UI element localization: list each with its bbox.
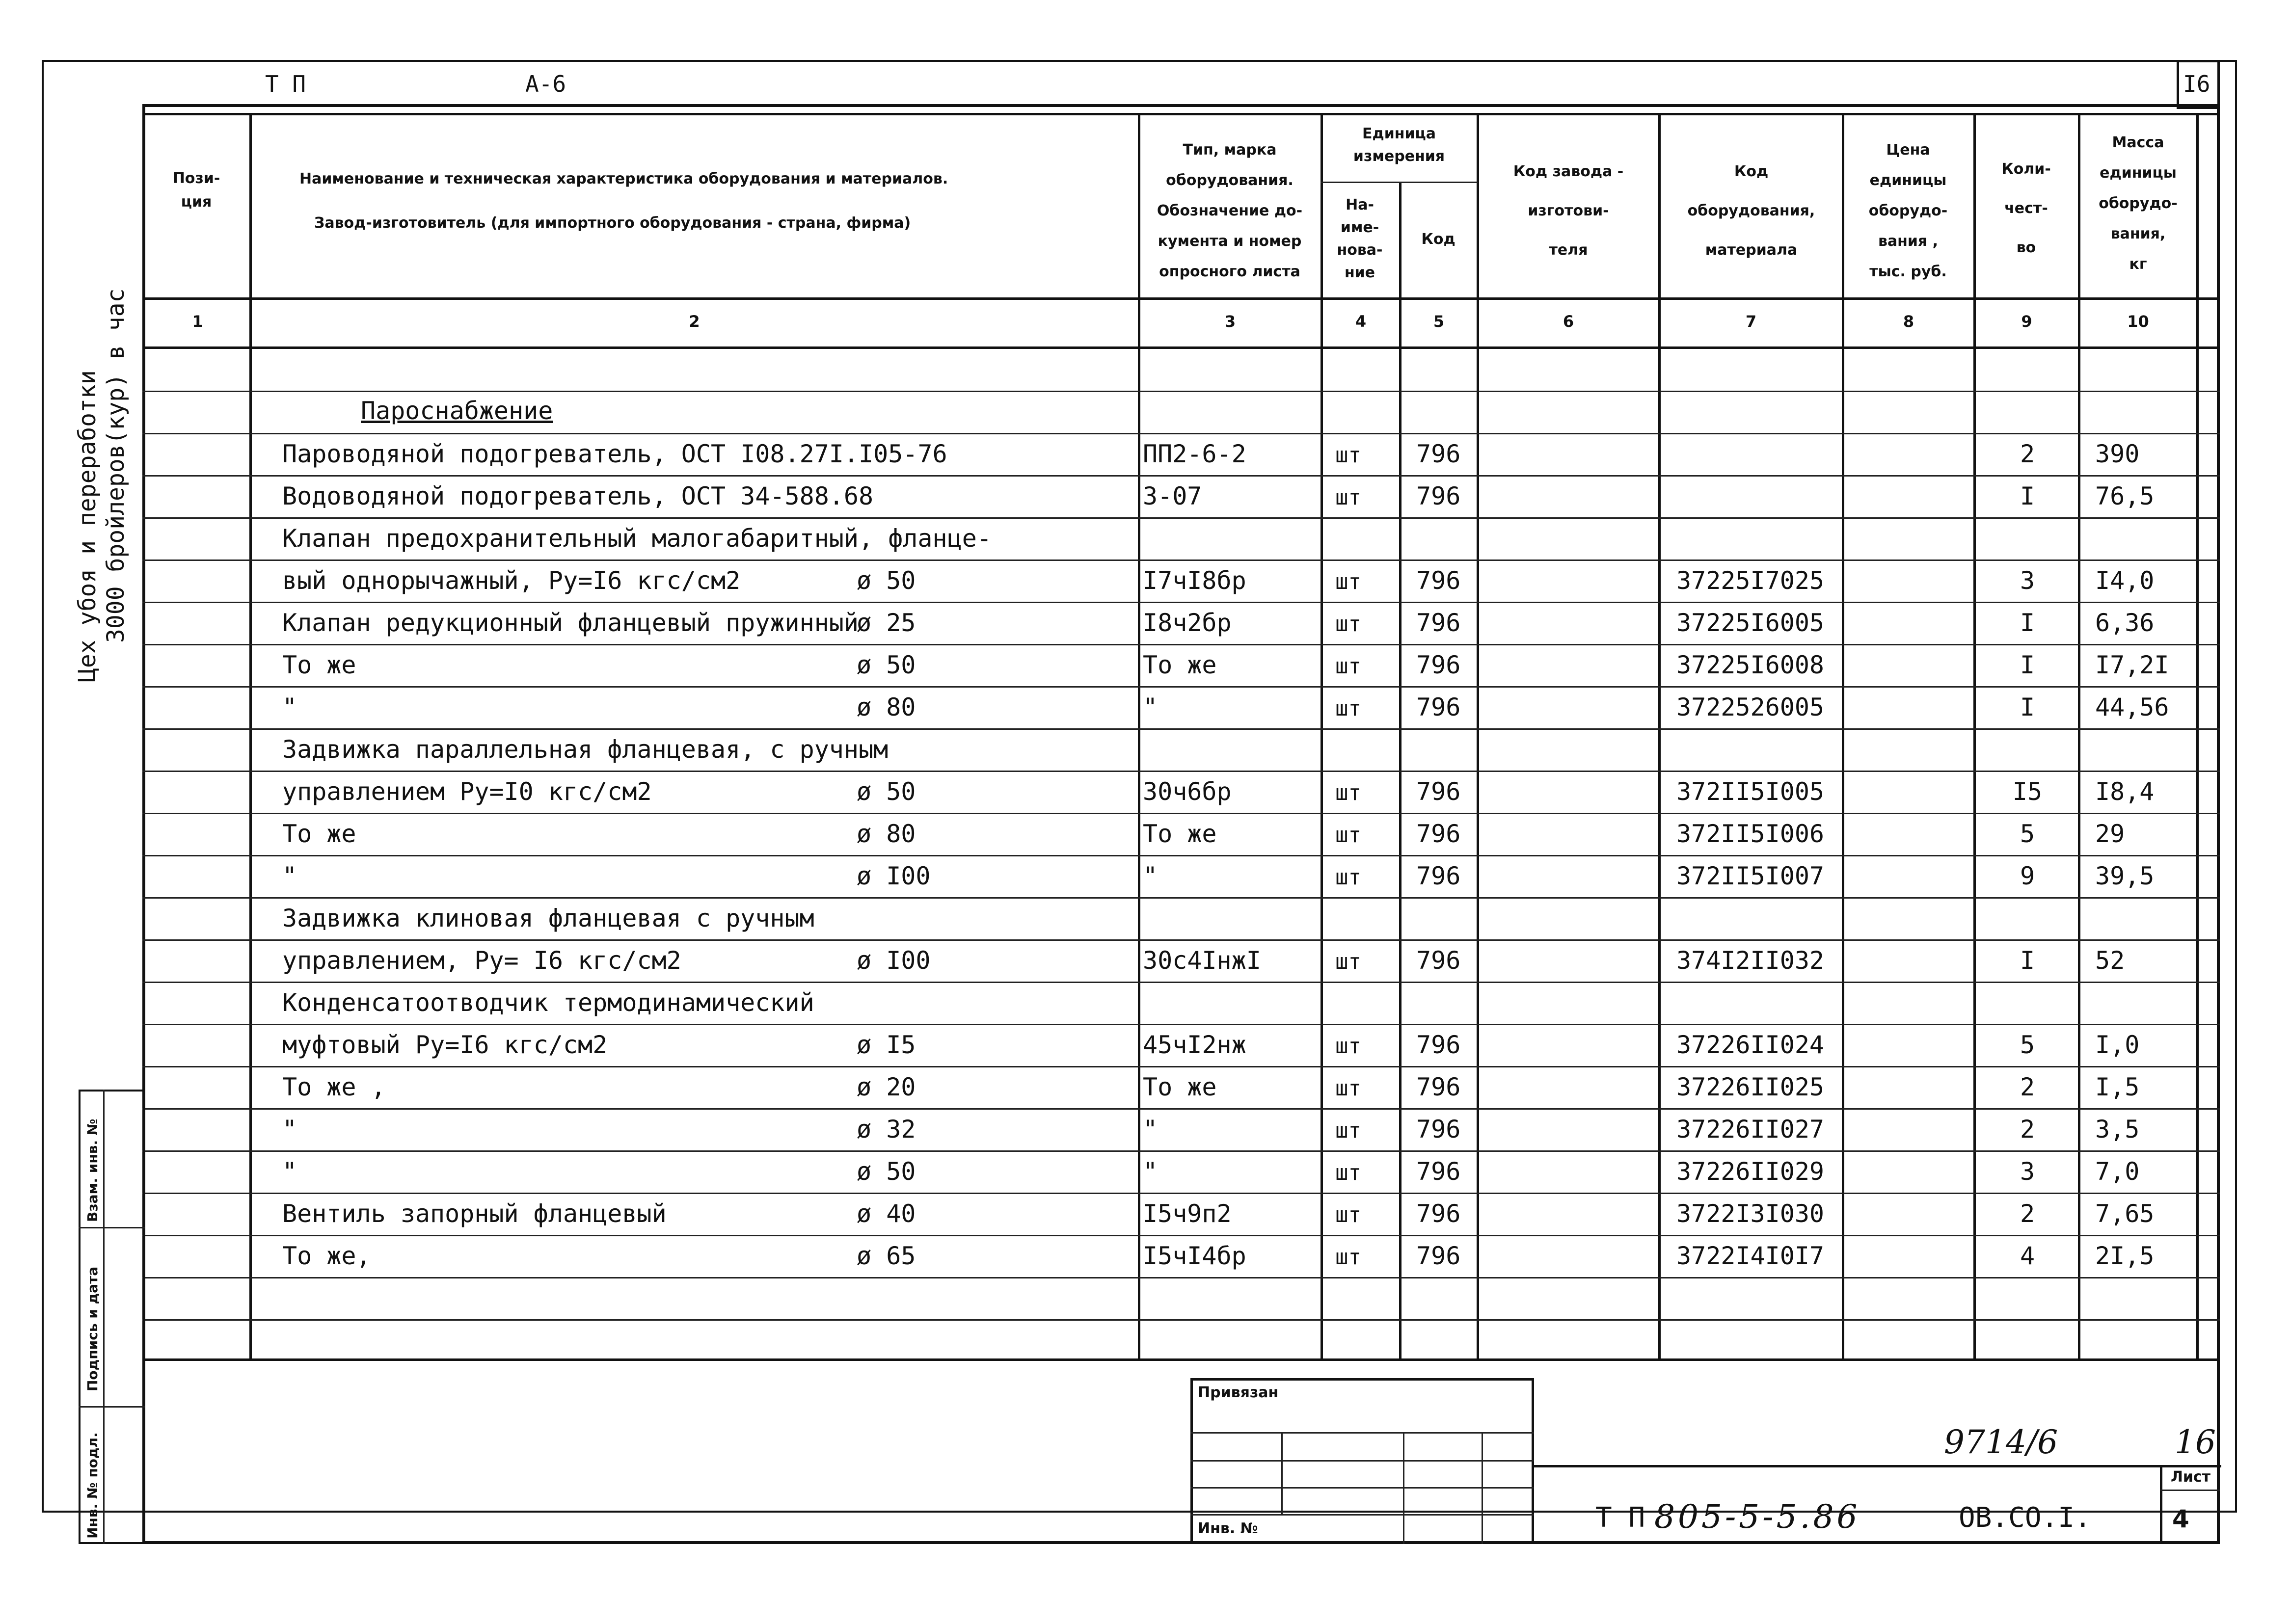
row-qty: 4: [2020, 1242, 2035, 1270]
row-line: [142, 1193, 2220, 1194]
row-equip-code: 372II5I005: [1676, 777, 1825, 806]
row-line: [142, 602, 2220, 603]
handwritten-number: 9714/6: [1944, 1423, 2058, 1461]
row-unit: шт: [1335, 1034, 1361, 1059]
row-qty: 2: [2020, 440, 2035, 468]
col-number-1: 1: [192, 312, 203, 331]
row-qty: I: [2020, 693, 2035, 721]
row-dn: ø 50: [857, 1157, 916, 1186]
header-unit-name: На- име- нова- ние: [1337, 196, 1383, 281]
row-unit: шт: [1335, 949, 1361, 974]
stamp-divider-2: [79, 1406, 145, 1408]
row-unit-code: 796: [1416, 820, 1461, 848]
row-mass: I,0: [2095, 1031, 2140, 1059]
row-qty: 9: [2020, 862, 2035, 890]
row-equip-code: 374I2II032: [1676, 946, 1825, 975]
row-unit: шт: [1335, 612, 1361, 637]
col-number-9: 9: [2021, 312, 2032, 331]
row-mass: I7,2I: [2095, 651, 2169, 679]
row-unit-code: 796: [1416, 482, 1461, 510]
row-line: [142, 1066, 2220, 1067]
row-qty: I: [2020, 946, 2035, 975]
row-name: муфтовый Ру=I6 кгс/см2: [282, 1031, 608, 1059]
row-unit-code: 796: [1416, 651, 1461, 679]
col-number-7: 7: [1745, 312, 1757, 331]
row-unit-code: 796: [1416, 566, 1461, 595]
row-dn: ø I00: [857, 946, 931, 975]
col-line-5: [1477, 114, 1479, 1359]
row-type: ": [1143, 1157, 1158, 1186]
row-type: I5чI4бр: [1143, 1242, 1246, 1270]
row-type: 45чI2нж: [1143, 1031, 1246, 1059]
sheet-number: I6: [2183, 71, 2210, 97]
series-label: Т П: [265, 71, 306, 97]
row-name: Клапан предохранительный малогабаритный, фланце-: [282, 524, 992, 553]
binding-title: Привязан: [1198, 1384, 1279, 1401]
row-qty: I: [2020, 651, 2035, 679]
row-equip-code: 37226II029: [1676, 1157, 1825, 1186]
row-dn: ø 25: [857, 609, 916, 637]
row-unit-code: 796: [1416, 946, 1461, 975]
row-dn: ø 65: [857, 1242, 916, 1270]
header-equip-code: Код оборудования, материала: [1687, 163, 1815, 259]
stamp-signature-date: Подпись и дата: [84, 1266, 101, 1391]
row-mass: 52: [2095, 946, 2125, 975]
row-unit: шт: [1335, 1245, 1361, 1270]
stamp-inv-podl: Инв. № подл.: [84, 1432, 101, 1539]
row-dn: ø 50: [857, 777, 916, 806]
col-line-8: [1973, 114, 1976, 1359]
row-dn: ø 80: [857, 693, 916, 721]
handwritten-sheet: 16: [2175, 1423, 2216, 1461]
col-line-10: [2196, 114, 2199, 1359]
col-number-10: 10: [2127, 312, 2149, 331]
binding-vline-1: [1281, 1432, 1283, 1515]
row-name: вый однорычажный, Ру=I6 кгс/см2: [282, 566, 741, 595]
row-unit: шт: [1335, 865, 1361, 890]
col-number-5: 5: [1433, 312, 1445, 331]
header-type: Тип, марка оборудования. Обозначение до- кумента и номер опросного листа: [1157, 141, 1303, 280]
row-equip-code: 37226II027: [1676, 1115, 1825, 1144]
row-qty: I5: [2012, 777, 2043, 806]
binding-inv-label: Инв. №: [1198, 1520, 1258, 1537]
row-unit: шт: [1335, 1160, 1361, 1185]
row-qty: 5: [2020, 820, 2035, 848]
row-unit: шт: [1335, 654, 1361, 679]
header-unit-group: Единица измерения: [1353, 125, 1445, 165]
header-mass: Масса единицы оборудо- вания, кг: [2099, 134, 2178, 273]
row-type: ": [1143, 693, 1158, 721]
row-dn: ø 50: [857, 651, 916, 679]
stamp-divider-1: [79, 1227, 145, 1228]
col-number-line: [142, 346, 2220, 349]
row-line: [142, 1235, 2220, 1236]
row-unit-code: 796: [1416, 1115, 1461, 1144]
titleblock-top-line: [1534, 1465, 2221, 1467]
row-dn: ø I00: [857, 862, 931, 890]
col-line-2: [1138, 114, 1140, 1359]
row-type: I7чI8бр: [1143, 566, 1246, 595]
row-qty: 2: [2020, 1115, 2035, 1144]
row-equip-code: 3722I4I0I7: [1676, 1242, 1825, 1270]
row-name: ": [282, 693, 297, 721]
row-line: [142, 1319, 2220, 1321]
row-unit-code: 796: [1416, 1031, 1461, 1059]
row-unit-code: 796: [1416, 862, 1461, 890]
row-dn: ø 50: [857, 566, 916, 595]
row-equip-code: 3722I3I030: [1676, 1199, 1825, 1228]
row-line: [142, 391, 2220, 392]
stamp-replace-inv: Взам. инв. №: [84, 1118, 101, 1222]
row-qty: I: [2020, 482, 2035, 510]
row-dn: ø 20: [857, 1073, 916, 1101]
row-name: ": [282, 1115, 297, 1144]
row-unit: шт: [1335, 569, 1361, 594]
row-name: ": [282, 862, 297, 890]
row-mass: 7,65: [2095, 1199, 2155, 1228]
row-type: То же: [1143, 820, 1217, 848]
row-line: [142, 475, 2220, 477]
row-unit-code: 796: [1416, 440, 1461, 468]
header-bottom-line: [142, 297, 2220, 300]
row-name: Пароводяной подогреватель, ОСТ I08.27I.I05-76: [282, 440, 947, 468]
row-unit: шт: [1335, 780, 1361, 805]
header-position: Пози- ция: [172, 170, 220, 211]
row-line: [142, 559, 2220, 561]
row-line: [142, 644, 2220, 645]
row-mass: I4,0: [2095, 566, 2155, 595]
row-name: То же: [282, 651, 356, 679]
section-title: Пароснабжение: [361, 397, 553, 425]
col-number-6: 6: [1563, 312, 1574, 331]
row-line: [142, 939, 2220, 941]
table-bottom-line: [142, 1358, 2220, 1361]
row-equip-code: 37225I6005: [1676, 609, 1825, 637]
col-line-9: [2078, 114, 2080, 1359]
side-title-line-2: 3000 бройлеров(кур) в час: [102, 288, 130, 643]
row-line: [142, 433, 2220, 434]
row-unit-code: 796: [1416, 693, 1461, 721]
row-unit: шт: [1335, 823, 1361, 848]
row-line: [142, 897, 2220, 899]
row-name: Задвижка параллельная фланцевая, с ручным: [282, 735, 889, 764]
row-equip-code: 372II5I007: [1676, 862, 1825, 890]
row-unit: шт: [1335, 1202, 1361, 1227]
row-type: I8ч2бр: [1143, 609, 1232, 637]
row-unit-code: 796: [1416, 1073, 1461, 1101]
row-line: [142, 855, 2220, 856]
row-name: То же: [282, 820, 356, 848]
row-unit-code: 796: [1416, 1157, 1461, 1186]
header-price: Цена единицы оборудо- вания , тыс. руб.: [1868, 141, 1948, 280]
row-name: Вентиль запорный фланцевый: [282, 1199, 667, 1228]
col-number-4: 4: [1355, 312, 1367, 331]
header-qty: Коли- чест- во: [2001, 160, 2051, 256]
sheet-value: 4: [2172, 1505, 2189, 1533]
row-mass: 3,5: [2095, 1115, 2140, 1144]
binding-vline-2: [1403, 1432, 1404, 1544]
row-line: [142, 771, 2220, 772]
row-dn: ø 40: [857, 1199, 916, 1228]
row-mass: I8,4: [2095, 777, 2155, 806]
row-mass: 6,36: [2095, 609, 2155, 637]
row-mass: 44,56: [2095, 693, 2169, 721]
row-mass: I,5: [2095, 1073, 2140, 1101]
row-mass: 7,0: [2095, 1157, 2140, 1186]
row-name: Клапан редукционный фланцевый пружинный: [282, 609, 859, 637]
row-name: управлением, Ру= I6 кгс/см2: [282, 946, 681, 975]
side-title-line-1: Цех убоя и переработки: [74, 370, 101, 682]
row-type: 30с4IнжI: [1143, 946, 1261, 975]
row-equip-code: 3722526005: [1676, 693, 1825, 721]
row-equip-code: 37226II025: [1676, 1073, 1825, 1101]
row-dn: ø I5: [857, 1031, 916, 1059]
row-mass: 390: [2095, 440, 2140, 468]
row-name: управлением Ру=I0 кгс/см2: [282, 777, 652, 806]
row-name: Водоводяной подогреватель, ОСТ 34-588.68: [282, 482, 874, 510]
row-equip-code: 37225I6008: [1676, 651, 1825, 679]
row-line: [142, 686, 2220, 688]
header-maker-code: Код завода - изготови- теля: [1513, 163, 1624, 259]
unit-group-line: [1321, 182, 1478, 183]
col-line-6: [1658, 114, 1661, 1359]
row-dn: ø 80: [857, 820, 916, 848]
row-mass: 29: [2095, 820, 2125, 848]
row-type: ": [1143, 1115, 1158, 1144]
row-name: То же ,: [282, 1073, 386, 1101]
row-line: [142, 1277, 2220, 1278]
sheet-label: Лист: [2170, 1468, 2211, 1486]
header-name: Наименование и техническая характеристика оборудования и материалов. Завод-изготовитель (для импортного оборудования - страна, фирма): [299, 170, 948, 232]
row-mass: 2I,5: [2095, 1242, 2155, 1270]
row-equip-code: 372II5I006: [1676, 820, 1825, 848]
row-type: 30ч6бр: [1143, 777, 1232, 806]
row-line: [142, 1024, 2220, 1025]
col-number-3: 3: [1224, 312, 1236, 331]
col-line-7: [1842, 114, 1844, 1359]
row-name: ": [282, 1157, 297, 1186]
doc-part: ОВ.СО.I.: [1959, 1502, 2091, 1534]
row-type: ПП2-6-2: [1143, 440, 1246, 468]
row-name: То же,: [282, 1242, 371, 1270]
row-mass: 39,5: [2095, 862, 2155, 890]
row-equip-code: 37226II024: [1676, 1031, 1825, 1059]
row-qty: 3: [2020, 1157, 2035, 1186]
sheet-cell-divider: [2160, 1490, 2220, 1491]
row-line: [142, 517, 2220, 519]
row-unit-code: 796: [1416, 609, 1461, 637]
row-qty: 5: [2020, 1031, 2035, 1059]
row-qty: 2: [2020, 1073, 2035, 1101]
header-unit-code: Код: [1421, 231, 1455, 248]
row-line: [142, 982, 2220, 983]
row-unit-code: 796: [1416, 777, 1461, 806]
doc-code-prefix: Т П: [1595, 1502, 1645, 1534]
row-name: Задвижка клиновая фланцевая с ручным: [282, 904, 814, 932]
row-qty: 3: [2020, 566, 2035, 595]
stamp-divider-v: [103, 1090, 105, 1544]
row-line: [142, 813, 2220, 814]
row-type: ": [1143, 862, 1158, 890]
col-line-1: [249, 114, 252, 1359]
row-mass: 76,5: [2095, 482, 2155, 510]
col-line-3: [1321, 114, 1323, 1359]
row-dn: ø 32: [857, 1115, 916, 1144]
row-line: [142, 1150, 2220, 1152]
row-unit-code: 796: [1416, 1199, 1461, 1228]
album-label: А-6: [525, 71, 566, 97]
col-number-8: 8: [1903, 312, 1914, 331]
row-name: Конденсатоотводчик термодинамический: [282, 988, 814, 1017]
row-unit: шт: [1335, 696, 1361, 721]
row-type: То же: [1143, 1073, 1217, 1101]
row-unit: шт: [1335, 485, 1361, 510]
col-number-2: 2: [689, 312, 700, 331]
row-type: 3-07: [1143, 482, 1202, 510]
header-top-line: [142, 113, 2220, 115]
row-unit: шт: [1335, 443, 1361, 468]
row-unit: шт: [1335, 1118, 1361, 1143]
row-equip-code: 37225I7025: [1676, 566, 1825, 595]
row-line: [142, 728, 2220, 730]
row-type: I5ч9п2: [1143, 1199, 1232, 1228]
row-type: То же: [1143, 651, 1217, 679]
binding-vline-3: [1482, 1432, 1483, 1544]
row-qty: I: [2020, 609, 2035, 637]
row-unit-code: 796: [1416, 1242, 1461, 1270]
row-qty: 2: [2020, 1199, 2035, 1228]
row-unit: шт: [1335, 1076, 1361, 1101]
row-line: [142, 1108, 2220, 1110]
doc-code-hand: 805-5-5.86: [1654, 1498, 1860, 1536]
